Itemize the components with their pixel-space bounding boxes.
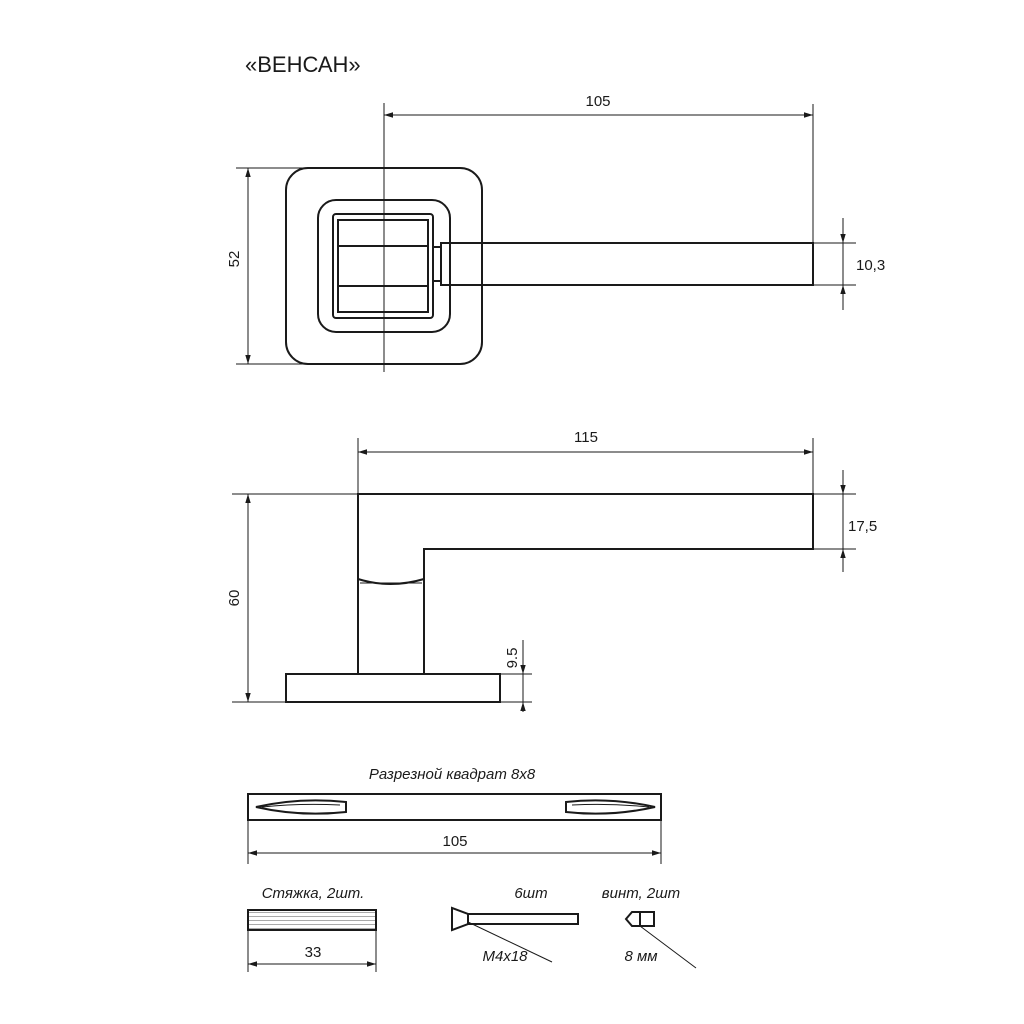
lever-profile	[358, 494, 813, 674]
dim-label-17-5: 17,5	[848, 518, 878, 535]
lever-neck-outer	[333, 214, 433, 318]
dim-label-9-5: 9.5	[504, 647, 521, 669]
set-screw-spec: 8 мм	[624, 948, 658, 965]
screw-head	[452, 908, 468, 930]
lever-neck-inner	[338, 220, 428, 312]
screw-shank	[468, 914, 578, 924]
set-screw-tip	[626, 912, 640, 926]
set-screw-caption: винт, 2шт	[601, 885, 681, 902]
top-view	[226, 93, 885, 372]
dim-label-10-3: 10,3	[856, 257, 886, 274]
spindle-slot-right	[566, 800, 655, 813]
coupler-tube	[248, 910, 376, 930]
dim-label-105-spindle: 105	[442, 833, 468, 850]
dim-label-105-top: 105	[585, 93, 611, 110]
side-view	[226, 429, 877, 712]
screw-caption: 6шт	[514, 885, 548, 902]
dim-label-52: 52	[226, 250, 243, 268]
rosette-base	[286, 674, 500, 702]
dim-label-60: 60	[226, 589, 243, 607]
dim-label-115: 115	[574, 429, 598, 446]
dim-label-33: 33	[304, 944, 322, 961]
screw-spec: М4х18	[482, 948, 528, 965]
product-title: «ВЕНСАН»	[245, 52, 361, 77]
spindle-bar	[248, 794, 661, 820]
spindle-caption: Разрезной квадрат 8х8	[368, 766, 536, 783]
lever-arm-top	[441, 243, 813, 285]
spindle-slot-left	[256, 800, 346, 813]
lever-collar	[433, 247, 441, 281]
coupler-caption: Стяжка, 2шт.	[261, 885, 365, 902]
set-screw-body	[640, 912, 654, 926]
spindle	[248, 766, 661, 864]
accessories	[248, 885, 696, 972]
